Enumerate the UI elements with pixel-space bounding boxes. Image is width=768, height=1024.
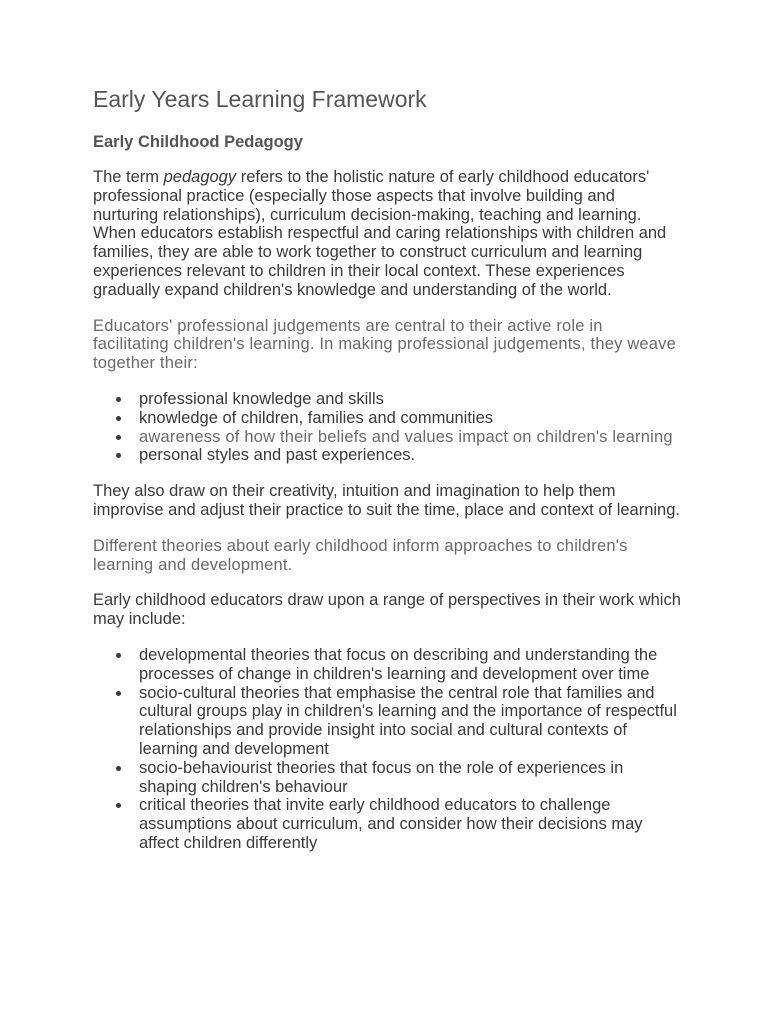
paragraph-text: refers to the holistic nature of early childhood educators' professional practice (especially those aspects that involve building and nurturing relationships), curriculum decision-making, teaching and learning. When educators establish respectful and caring relationships with children and families, they are able to work together to construct curriculum and learning experiences relevant to children in their local context. These experiences gradually expand children's knowledge and understanding of the world.	[93, 168, 667, 299]
document-page	[93, 84, 683, 870]
paragraph-perspectives: Early childhood educators draw upon a range of perspectives in their work which may include:	[93, 591, 681, 629]
paragraph-theories: Different theories about early childhood inform approaches to children's learning and development.	[93, 536, 628, 574]
list-item: developmental theories that focus on describing and understanding the processes of change in children's learning and development over time	[139, 646, 683, 684]
paragraph-text: The term	[93, 168, 164, 186]
emphasis-term: pedagogy	[163, 168, 237, 186]
judgements-list	[93, 390, 683, 465]
list-item: personal styles and past experiences.	[139, 446, 683, 465]
paragraph-pedagogy-definition	[93, 168, 683, 300]
document-title: Early Years Learning Framework	[93, 86, 427, 112]
list-item: professional knowledge and skills	[139, 390, 683, 409]
list-item: critical theories that invite early childhood educators to challenge assumptions about curriculum, and consider how their decisions may affect children differently	[139, 796, 683, 852]
list-item: knowledge of children, families and communities	[139, 409, 683, 428]
list-item: socio-cultural theories that emphasise the central role that families and cultural groups play in children's learning and the importance of respectful relationships and provide insight into social and cultural contexts of learning and development	[139, 684, 683, 759]
document-subtitle: Early Childhood Pedagogy	[93, 133, 303, 151]
paragraph-creativity: They also draw on their creativity, intuition and imagination to help them improvise and adjust their practice to suit the time, place and context of learning.	[93, 482, 680, 519]
list-item: socio-behaviourist theories that focus on the role of experiences in shaping children's behaviour	[139, 759, 683, 797]
list-item: awareness of how their beliefs and values impact on children's learning	[139, 428, 683, 447]
perspectives-list	[93, 646, 683, 853]
paragraph-professional-judgements: Educators' professional judgements are central to their active role in facilitating children's learning. In making professional judgements, they weave together their:	[93, 316, 677, 373]
